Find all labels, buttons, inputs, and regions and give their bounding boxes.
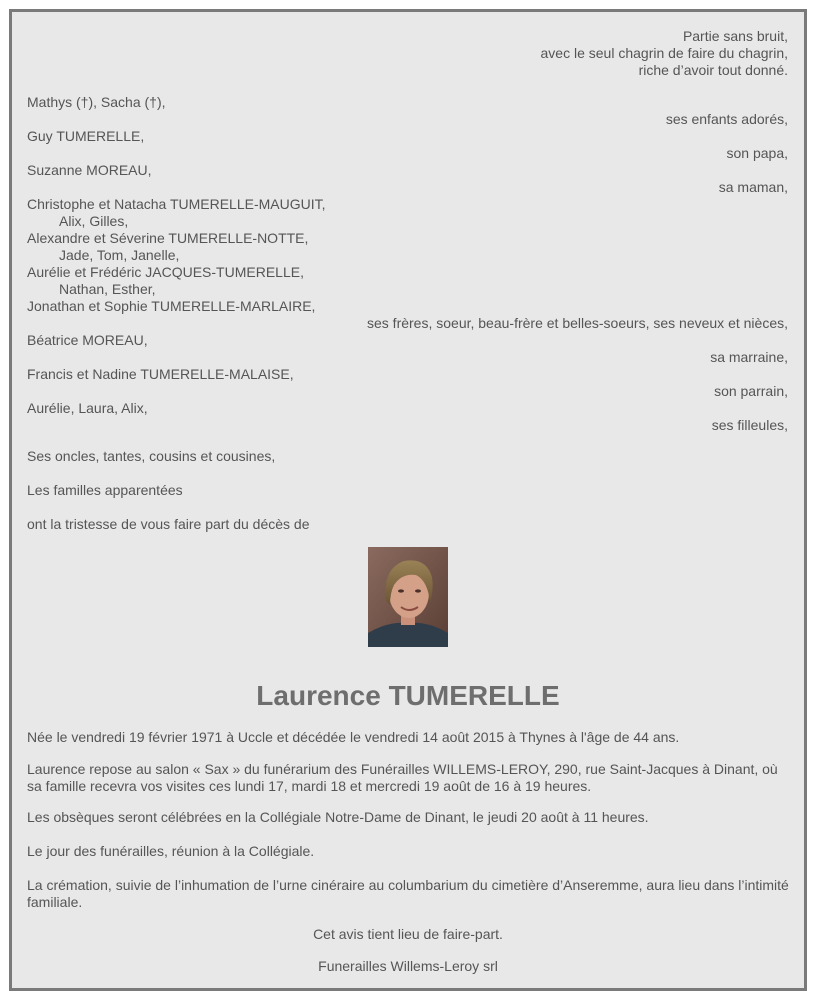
sibling-1-children: Alix, Gilles,	[59, 213, 129, 229]
siblings-role: ses frères, soeur, beau-frère et belles-soeurs, ses neveux et nièces,	[367, 315, 788, 331]
sibling-4: Jonathan et Sophie TUMERELLE-MARLAIRE,	[27, 298, 316, 314]
mother-role: sa maman,	[718, 179, 788, 195]
families-line: Les familles apparentées	[27, 482, 183, 498]
children-role: ses enfants adorés,	[665, 111, 788, 127]
poem-line-3: riche d’avoir tout donné.	[638, 62, 788, 78]
notice-text: Cet avis tient lieu de faire-part.	[313, 926, 503, 942]
godfather-role: son parrain,	[714, 383, 788, 399]
reunion-text: Le jour des funérailles, réunion à la Collégiale.	[27, 843, 315, 859]
poem-line-2: avec le seul chagrin de faire du chagrin,	[540, 45, 788, 61]
goddaughters-names: Aurélie, Laura, Alix,	[27, 400, 148, 416]
funeral-text: Les obsèques seront célébrées en la Collégiale Notre-Dame de Dinant, le jeudi 20 août à 11 heures.	[27, 809, 649, 825]
sibling-3-children: Nathan, Esther,	[59, 281, 156, 297]
sibling-3: Aurélie et Frédéric JACQUES-TUMERELLE,	[27, 264, 304, 280]
father-name: Guy TUMERELLE,	[27, 128, 145, 144]
goddaughters-role: ses filleules,	[711, 417, 788, 433]
children-names: Mathys (†), Sacha (†),	[27, 94, 166, 110]
relatives-line: Ses oncles, tantes, cousins et cousines,	[27, 448, 276, 464]
portrait-photo	[368, 547, 448, 647]
sibling-2: Alexandre et Séverine TUMERELLE-NOTTE,	[27, 230, 309, 246]
birth-death-text: Née le vendredi 19 février 1971 à Uccle et décédée le vendredi 14 août 2015 à Thynes à l'âge de 44 ans.	[27, 729, 680, 745]
announcement-line: ont la tristesse de vous faire part du décès de	[27, 516, 310, 532]
godmother-role: sa marraine,	[710, 349, 788, 365]
mother-name: Suzanne MOREAU,	[27, 162, 152, 178]
obituary-frame	[9, 9, 807, 991]
sibling-2-children: Jade, Tom, Janelle,	[59, 247, 180, 263]
viewing-text: Laurence repose au salon « Sax » du funérarium des Funérailles WILLEMS-LEROY, 290, rue Saint-Jacques à Dinant, où sa famille recevra vos visites ces lundi 17, mardi 18 et mercredi 19 août de 16 à 19 heures.	[27, 761, 778, 794]
cremation-text: La crémation, suivie de l’inhumation de l’urne cinéraire au columbarium du cimetière d’Anseremme, aura lieu dans l’intimité familiale.	[27, 877, 789, 910]
poem-line-1: Partie sans bruit,	[682, 28, 788, 44]
sibling-1: Christophe et Natacha TUMERELLE-MAUGUIT,	[27, 196, 326, 212]
father-role: son papa,	[726, 145, 788, 161]
godmother-name: Béatrice MOREAU,	[27, 332, 148, 348]
deceased-name: Laurence TUMERELLE	[256, 680, 560, 711]
godfather-name: Francis et Nadine TUMERELLE-MALAISE,	[27, 366, 294, 382]
company-name: Funerailles Willems-Leroy srl	[318, 958, 498, 974]
